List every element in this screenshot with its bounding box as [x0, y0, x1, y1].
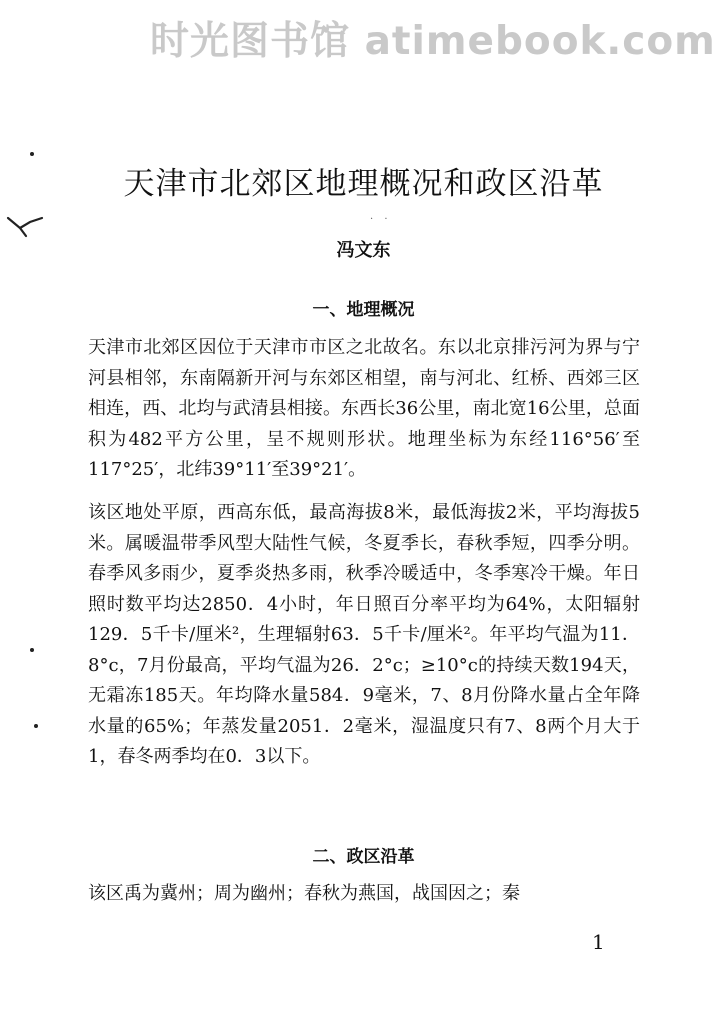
- page-title: 天津市北郊区地理概况和政区沿革: [123, 166, 604, 202]
- paragraph-location: 天津市北郊区因位于天津市市区之北故名。东以北京排污河为界与宁河县相邻，东南隔新开河与东郊区相望，南与河北、红桥、西郊三区相连，西、北均与武清县相接。东西长36公里，南北宽16公里，总面积为482平方公里，呈不规则形状。地理坐标为东经116°56′至117°25′，北纬39°11′至39°21′。: [88, 337, 640, 480]
- scan-speck: [30, 152, 34, 156]
- section-heading-history: 二、政区沿革: [312, 847, 415, 867]
- section-heading-geography: 一、地理概况: [312, 300, 415, 320]
- author-name: 冯文东: [336, 240, 391, 261]
- page-number: 1: [592, 930, 605, 954]
- scan-speck: [30, 648, 34, 652]
- scan-mark: [6, 210, 46, 238]
- paragraph-climate: 该区地处平原，西高东低，最高海拔8米，最低海拔2米，平均海拔5米。属暖温带季风型大陆性气候，冬夏季长，春秋季短，四季分明。春季风多雨少，夏季炎热多雨，秋季冷暖适中，冬季寒冷干燥。年日照时数平均达2850．4小时，年日照百分率平均为64%，太阳辐射129．5千卡/厘米²，生理辐射63．5千卡/厘米²。年平均气温为11．8°c，7月份最高，平均气温为26．2°c；≥10°c的持续天数194天，无霜冻185天。年均降水量584．9毫米，7、8月份降水量占全年降水量的65%；年蒸发量2051．2毫米，湿温度只有7、8两个月大于1，春冬两季均在0．3以下。: [88, 502, 640, 767]
- paragraph-history: 该区禹为冀州；周为幽州；春秋为燕国，战国因之；秦: [88, 883, 520, 904]
- scan-specks: · ·: [370, 214, 392, 225]
- scan-speck: [34, 724, 38, 728]
- watermark: 时光图书馆 atimebook.com: [150, 19, 716, 64]
